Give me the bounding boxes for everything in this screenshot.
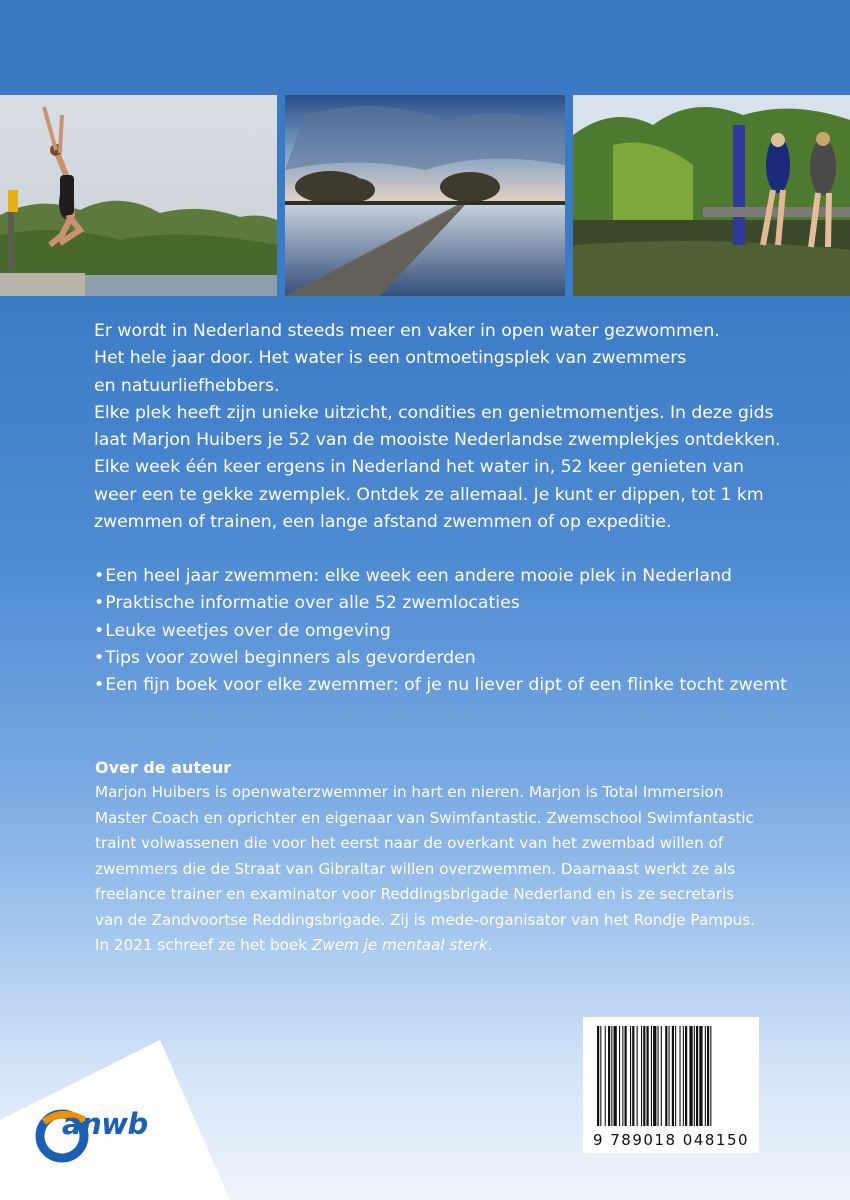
barcode-bar <box>632 1026 634 1126</box>
barcode-bar <box>605 1026 606 1126</box>
feature-item: •Leuke weetjes over de omgeving <box>94 620 391 641</box>
barcode-bar <box>653 1026 656 1126</box>
intro-text <box>94 318 814 536</box>
book-title: Zwem je mentaal sterk <box>311 936 488 954</box>
bullet-icon: • <box>94 620 105 641</box>
intro-line: Er wordt in Nederland steeds meer en vaker in open water gezwommen. <box>94 321 720 341</box>
barcode-bar <box>630 1026 631 1126</box>
feature-item: •Een heel jaar zwemmen: elke week een andere mooie plek in Nederland <box>94 566 732 586</box>
barcode-bar <box>637 1026 638 1126</box>
barcode-bar <box>675 1026 676 1126</box>
barcode-bar <box>685 1026 687 1126</box>
barcode-bar <box>614 1026 617 1126</box>
barcode-bar <box>611 1026 612 1126</box>
barcode-bar <box>625 1026 627 1126</box>
intro-line: Elke week één keer ergens in Nederland het water in, 52 keer genieten van <box>94 457 744 478</box>
intro-line: zwemmen of trainen, een lange afstand zwemmen of op expeditie. <box>94 512 672 533</box>
barcode-bar <box>705 1026 706 1126</box>
isbn-number: 9 789018 048150 <box>592 1131 750 1149</box>
barcode-bar <box>597 1026 599 1126</box>
barcode-bar <box>665 1026 667 1126</box>
barcode-bar <box>641 1026 642 1126</box>
bullet-icon: • <box>94 675 105 696</box>
barcode-bar <box>694 1026 695 1126</box>
barcode-bar <box>683 1026 684 1126</box>
author-line: Marjon Huibers is openwaterzwemmer in hart en nieren. Marjon is Total Immersion <box>95 783 724 801</box>
top-color-band <box>0 0 850 95</box>
bullet-icon: • <box>94 593 105 614</box>
barcode-bar <box>647 1026 649 1126</box>
author-line: zwemmers die de Straat van Gibraltar willen overzwemmen. Daarnaast werkt ze als <box>95 859 736 878</box>
photo-jumping-swimmer <box>0 95 277 296</box>
feature-item: •Een fijn boek voor elke zwemmer: of je nu liever dipt of een flinke tocht zwemt <box>94 675 787 696</box>
bullet-icon: • <box>94 566 105 586</box>
barcode-bars <box>597 1026 745 1126</box>
barcode-bar <box>608 1026 610 1126</box>
barcode-bar <box>707 1026 709 1126</box>
intro-line: Elke plek heeft zijn unieke uitzicht, condities en genietmomentjes. In deze gids <box>94 402 774 423</box>
intro-line: en natuurliefhebbers. <box>94 375 280 396</box>
barcode-bar <box>696 1026 698 1126</box>
barcode-bar <box>710 1026 711 1126</box>
feature-list <box>94 563 834 699</box>
barcode-bar <box>643 1026 645 1126</box>
bullet-icon: • <box>94 647 105 668</box>
anwb-logo-text: anwb <box>62 1107 148 1141</box>
barcode-bar <box>680 1026 681 1126</box>
barcode-bar <box>689 1026 692 1126</box>
photo-jetty-lake <box>285 95 565 296</box>
barcode-bar <box>661 1026 662 1126</box>
barcode-bar <box>619 1026 620 1126</box>
author-line: Master Coach en oprichter en eigenaar van Swimfantastic. Zwemschool Swimfantastic <box>95 808 754 827</box>
feature-item: •Tips voor zowel beginners als gevorderden <box>94 647 476 668</box>
feature-item: •Praktische informatie over alle 52 zwemlocaties <box>94 593 520 614</box>
author-line: van de Zandvoortse Reddingsbrigade. Zij is mede-organisator van het Rondje Pampus. <box>95 910 755 929</box>
intro-line: laat Marjon Huibers je 52 van de mooiste Nederlandse zwemplekjes ontdekken. <box>94 430 781 451</box>
barcode-bar <box>669 1026 670 1126</box>
barcode-bar <box>699 1026 702 1126</box>
author-section <box>95 755 795 959</box>
barcode-bar <box>622 1026 623 1126</box>
barcode-bar <box>651 1026 652 1126</box>
intro-line: weer een te gekke zwemplek. Ontdek ze allemaal. Je kunt er dippen, tot 1 km <box>94 484 764 505</box>
photo-swimmers-on-jetty <box>573 95 850 296</box>
barcode-bar <box>600 1026 601 1126</box>
barcode-bar <box>658 1026 659 1126</box>
barcode-bar <box>672 1026 674 1126</box>
author-line: traint volwassenen die voor het eerst naar de overkant van het zwembad willen of <box>95 834 724 852</box>
intro-line: Het hele jaar door. Het water is een ontmoetingsplek van zwemmers <box>94 348 687 369</box>
author-line: freelance trainer en examinator voor Reddingsbrigade Nederland en is ze secretaris <box>95 885 735 903</box>
isbn-barcode <box>583 1017 759 1153</box>
author-line: In 2021 schreef ze het boek Zwem je mentaal sterk. <box>95 936 493 954</box>
author-heading: Over de auteur <box>95 758 232 777</box>
